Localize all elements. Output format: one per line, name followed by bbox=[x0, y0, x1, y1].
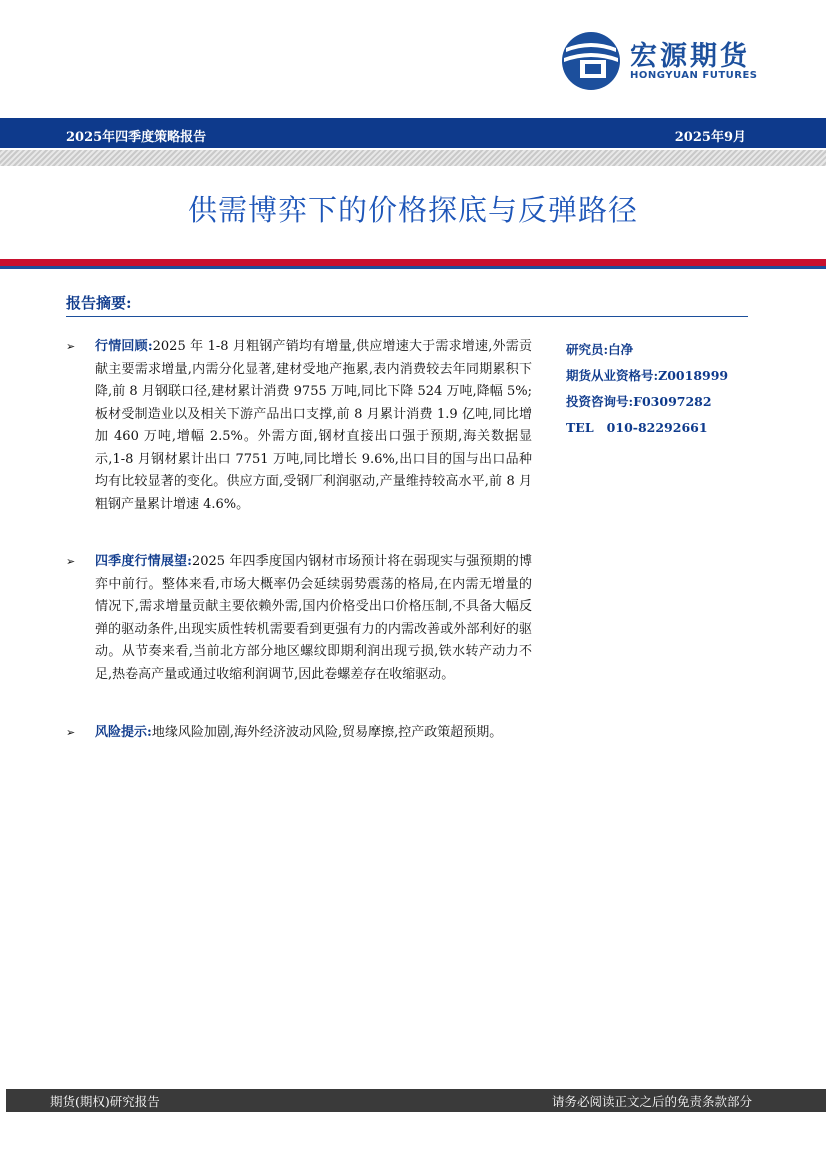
company-logo bbox=[560, 30, 770, 90]
qualification-number: 期货从业资格号:Z0018999 bbox=[566, 368, 729, 383]
bullet-text: 地缘风险加剧,海外经济波动风险,贸易摩擦,控产政策超预期。 bbox=[151, 725, 503, 740]
hongyuan-logo-icon bbox=[560, 30, 622, 92]
report-date: 2025年9月 bbox=[674, 130, 746, 145]
bullet-text: 2025 年 1-8 月粗钢产销均有增量,供应增速大于需求增速,外需贡献主要需求增量,内需分化显著,建材受地产拖累,表内消费较去年同期累积下降,前 8 月钢联口径,建材累计消费 9755 万吨,同比下降 524 万吨,降幅 5%;板材受制造业以及相关下游产品出口支撑,前 8 月累计消费 1.9 亿吨,同比增加 460 万吨,增幅 2.5%。外需方面,钢材直接出口强于预期,海关数据显示,1-8 月钢材累计出口 7751 万吨,同比增长 9.6%,出口目的国与出口品种均有比较显著的变化。供应方面,受钢厂利润驱动,产量维持较高水平,前 8 月粗钢产量累计增速 4.6%。 bbox=[95, 339, 532, 512]
bullet-text: 2025 年四季度国内钢材市场预计将在弱现实与强预期的博弈中前行。整体来看,市场大概率仍会延续弱势震荡的格局,在内需无增量的情况下,需求增量贡献主要依赖外需,国内价格受出口价格压制,不具备大幅反弹的驱动条件,出现实质性转机需要看到更强有力的内需改善或外部利好的驱动。从节奏来看,当前北方部分地区螺纹即期利润出现亏损,铁水转产动力不足,热卷高产量或通过收缩利润调节,因此卷螺差存在收缩驱动。 bbox=[95, 554, 532, 682]
bullet-market-review bbox=[66, 336, 532, 516]
bullet-label: 行情回顾: bbox=[95, 339, 153, 354]
consulting-number: 投资咨询号:F03097282 bbox=[566, 394, 712, 409]
title-rule-red bbox=[0, 259, 826, 266]
footer-disclaimer-note: 请务必阅读正文之后的免责条款部分 bbox=[551, 1094, 752, 1109]
title-rule-blue bbox=[0, 266, 826, 269]
bullet-label: 四季度行情展望: bbox=[95, 554, 192, 569]
arrow-bullet-icon: ➢ bbox=[66, 340, 76, 353]
logo-chinese-name: 宏源期货 bbox=[630, 41, 750, 72]
bullet-label: 风险提示: bbox=[95, 725, 152, 740]
footer-report-label: 期货(期权)研究报告 bbox=[50, 1094, 160, 1109]
report-type: 2025年四季度策略报告 bbox=[66, 130, 207, 145]
decorative-stripe bbox=[0, 150, 826, 166]
researcher-name: 研究员:白净 bbox=[566, 342, 634, 357]
bullet-risk-warning bbox=[66, 722, 532, 745]
arrow-bullet-icon: ➢ bbox=[66, 726, 76, 739]
arrow-bullet-icon: ➢ bbox=[66, 555, 76, 568]
bullet-q4-outlook bbox=[66, 551, 532, 686]
logo-english-name: HONGYUAN FUTURES bbox=[630, 70, 758, 81]
analyst-info bbox=[566, 340, 728, 444]
page-title: 供需博弈下的价格探底与反弹路径 bbox=[187, 193, 638, 227]
telephone: TEL 010-82292661 bbox=[566, 420, 708, 435]
summary-divider bbox=[66, 316, 748, 317]
summary-heading: 报告摘要: bbox=[66, 294, 132, 312]
